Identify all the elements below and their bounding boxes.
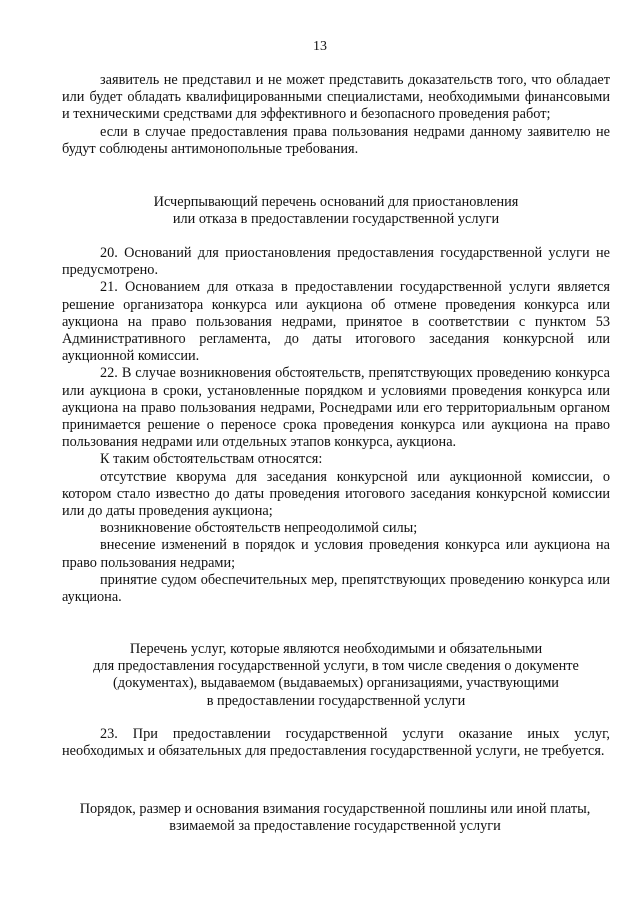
heading-line: взимаемой за предоставление государственной услуги — [169, 818, 501, 835]
heading-line: или отказа в предоставлении государственной услуги — [172, 211, 500, 228]
heading-line: Порядок, размер и основания взимания государственной пошлины или иной платы, — [79, 801, 591, 817]
paragraph: заявитель не представил и не может представить доказательств того, что обладает или будет обладать квалифицированными специалистами, необходимыми финансовыми и техническими средствами для эффективного и безопасного проведения работ; — [62, 72, 610, 123]
section-heading-services — [62, 641, 610, 710]
page-number: 13 — [313, 39, 327, 54]
section-text-services — [62, 726, 610, 760]
paragraph: отсутствие кворума для заседания конкурсной или аукционной комиссии, о котором стало известно до даты проведения итогового заседания конкурсной комиссии или до даты проведения аукциона; — [62, 468, 610, 520]
paragraph: если в случае предоставления права пользования недрами данному заявителю не будут соблюдены антимонопольные требования. — [62, 123, 610, 157]
paragraph-23: 23. При предоставлении государственной услуги оказание иных услуг, необходимых и обязательных для предоставления государственной услуги, не требуется. — [62, 726, 610, 760]
section-heading-fee — [40, 801, 630, 835]
paragraph-20: 20. Оснований для приостановления предоставления государственной услуги не предусмотрено. — [62, 245, 610, 279]
paragraph: К таким обстоятельствам относятся: — [100, 451, 323, 468]
paragraph: принятие судом обеспечительных мер, препятствующих проведению конкурса или аукциона. — [62, 571, 610, 606]
heading-line: Исчерпывающий перечень оснований для приостановления — [153, 194, 519, 210]
heading-line: Перечень услуг, которые являются необходимыми и обязательными — [129, 641, 543, 657]
section-text-suspension — [62, 245, 610, 606]
heading-line: (документах), выдаваемом (выдаваемых) организациями, участвующими — [113, 675, 559, 692]
section-heading-suspension — [62, 194, 610, 228]
paragraph-21: 21. Основанием для отказа в предоставлении государственной услуги является решение организатора конкурса или аукциона об отмене проведения конкурса или аукциона на право пользования недрами, принятое в соответствии с пунктом 53 Административного регламента, до даты итогового заседания конкурсной или аукционной комиссии. — [62, 279, 610, 365]
top-text — [62, 72, 610, 158]
heading-line: в предоставлении государственной услуги — [206, 692, 466, 709]
paragraph: возникновение обстоятельств непреодолимой силы; — [100, 520, 418, 537]
paragraph: внесение изменений в порядок и условия проведения конкурса или аукциона на право пользования недрами; — [62, 537, 610, 571]
paragraph-22: 22. В случае возникновения обстоятельств, препятствующих проведению конкурса или аукциона в сроки, установленные порядком и условиями проведения конкурса или аукциона на право пользования недрами, Роснедрами или его территориальным органом принимается решение о переносе срока проведения конкурса или аукциона на право пользования недрами или отдельных этапов конкурса, аукциона. — [62, 365, 610, 451]
heading-line: для предоставления государственной услуги, в том числе сведения о документе — [93, 658, 579, 675]
